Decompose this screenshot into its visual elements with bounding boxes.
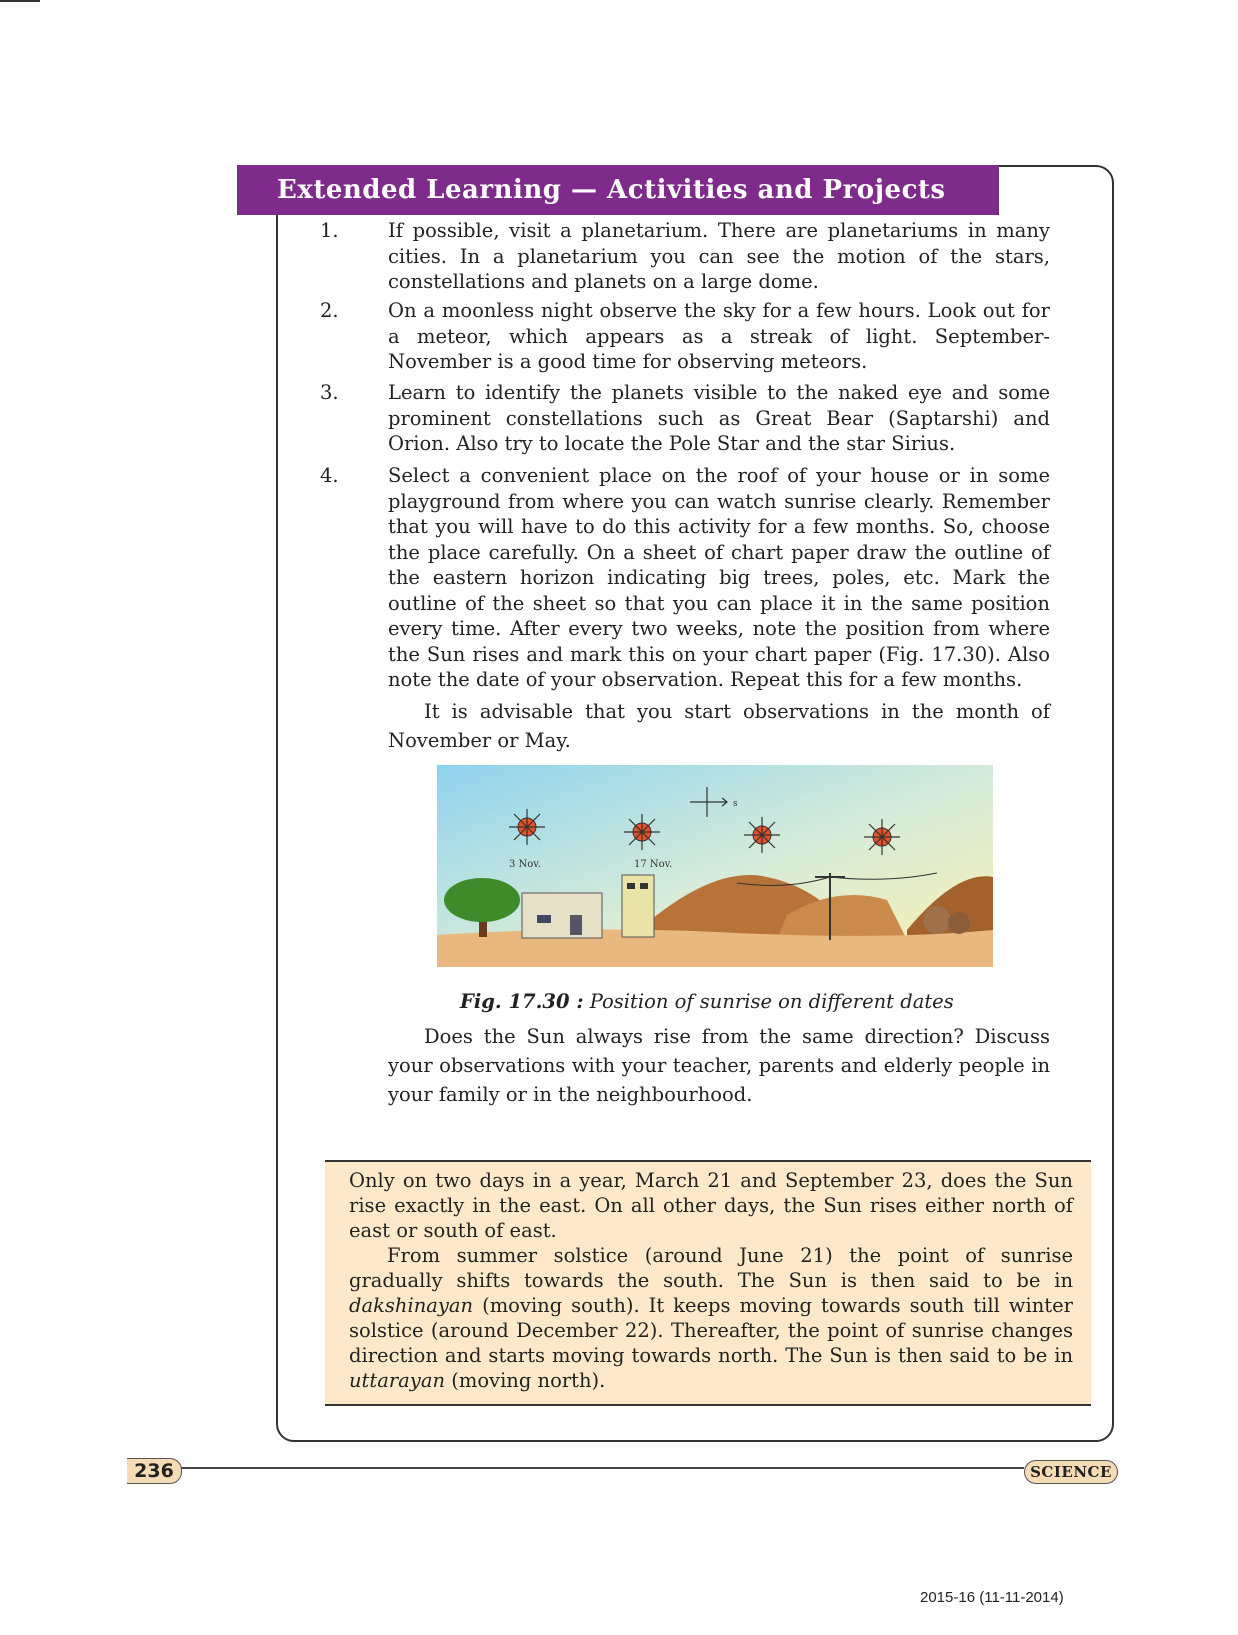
term-uttarayan: uttarayan (349, 1369, 446, 1392)
advisory-paragraph: It is advisable that you start observations in the month of November or May. (388, 700, 1050, 752)
activity-text: If possible, visit a planetarium. There are planetariums in many cities. In a planetarium you can see the motion of the stars, constellations and planets on a large dome. (388, 219, 1050, 293)
sun (864, 819, 900, 855)
page-number: 236 (127, 1458, 182, 1484)
activity-item-3 (320, 380, 1050, 457)
sunrise-figure (437, 765, 993, 967)
hut (923, 906, 951, 934)
compass-label: s (733, 799, 738, 809)
sun (744, 817, 780, 853)
activity-number: 4. (320, 464, 339, 487)
sunrise-illustration (437, 765, 993, 967)
note-text: (moving south). It keeps moving towards south till winter solstice (around December 22). Thereafter, the point of sunrise changes direction and starts moving towards north. The Sun is then said to be in (349, 1294, 1073, 1367)
activity-number: 2. (320, 299, 339, 322)
top-rule (0, 0, 40, 2)
sun (509, 809, 545, 845)
date-label-2: 17 Nov. (634, 859, 673, 870)
activity-number: 3. (320, 381, 339, 404)
date-label-1: 3 Nov. (509, 859, 541, 870)
note-text: (moving north). (445, 1369, 606, 1392)
building (622, 875, 654, 937)
activity-item-1 (320, 218, 1050, 295)
activity-item-4 (320, 463, 1050, 693)
print-stamp: 2015-16 (11-11-2014) (920, 1589, 1064, 1606)
window (537, 915, 551, 923)
door (570, 915, 582, 935)
tree (444, 878, 520, 922)
figure-number: Fig. 17.30 : (460, 990, 584, 1013)
footer-rule (178, 1467, 1024, 1469)
window (640, 883, 648, 889)
ground (437, 929, 993, 967)
section-banner: Extended Learning — Activities and Projects (237, 165, 999, 215)
activity-text: Select a convenient place on the roof of your house or in some playground from where you can watch sunrise clearly. Remember that you will have to do this activity for a few months. So, choose the place carefully. On a sheet of chart paper draw the outline of the eastern horizon indicating big trees, poles, etc. Mark the outline of the sheet so that you can place it in the same position every time. After every two weeks, note the position from where the Sun rises and mark this on your chart paper (Fig. 17.30). Also note the date of your observation. Repeat this for a few months. (388, 464, 1050, 691)
subject-tab: SCIENCE (1024, 1460, 1118, 1484)
note-paragraph-2 (349, 1243, 1073, 1393)
activity-text: Learn to identify the planets visible to the naked eye and some prominent constellations such as Great Bear (Saptarshi) and Orion. Also try to locate the Pole Star and the star Sirius. (388, 381, 1050, 455)
figure-caption-text: Position of sunrise on different dates (589, 990, 954, 1013)
window (627, 883, 635, 889)
figure-caption (460, 990, 1020, 1013)
info-note-box (325, 1160, 1091, 1406)
building (522, 893, 602, 938)
discussion-paragraph: Does the Sun always rise from the same direction? Discuss your observations with your teacher, parents and elderly people in your family or in the neighbourhood. (388, 1025, 1050, 1106)
term-dakshinayan: dakshinayan (349, 1294, 474, 1317)
note-text: From summer solstice (around June 21) the point of sunrise gradually shifts towards the south. The Sun is then said to be in (349, 1244, 1073, 1292)
activity-item-2 (320, 298, 1050, 375)
sun (624, 814, 660, 850)
hut (948, 912, 970, 934)
activity-number: 1. (320, 219, 339, 242)
activity-text: On a moonless night observe the sky for a few hours. Look out for a meteor, which appears as a streak of light. September-November is a good time for observing meteors. (388, 299, 1050, 373)
note-paragraph-1: Only on two days in a year, March 21 and September 23, does the Sun rise exactly in the east. On all other days, the Sun rises either north of east or south of east. (349, 1169, 1073, 1242)
